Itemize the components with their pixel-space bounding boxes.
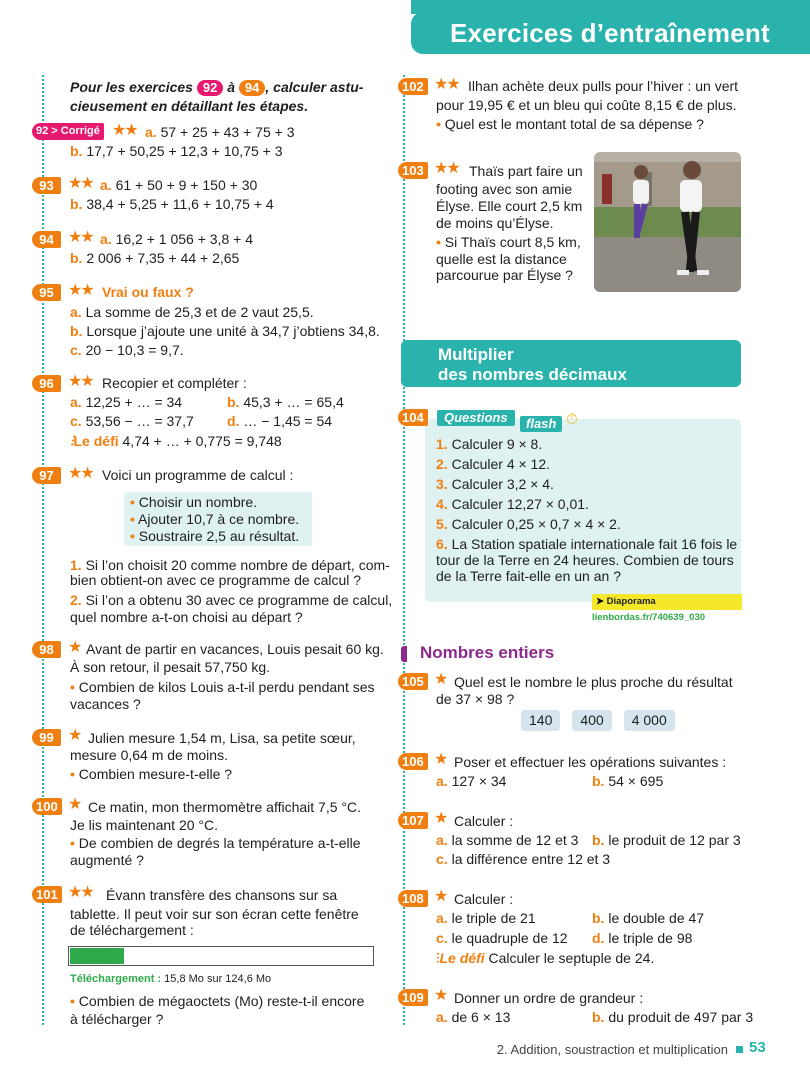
ex100-q: • De combien de degrés la température a-t-elle <box>70 835 361 851</box>
ex103-l3: Élyse. Elle court 2,5 km <box>436 198 583 214</box>
ex108-c: c. le quadruple de 12 <box>436 930 568 946</box>
ex109-l1: Donner un ordre de grandeur : <box>454 990 644 1006</box>
flash-tag: flash <box>520 416 562 432</box>
ex92-b: b. 17,7 + 50,25 + 12,3 + 10,75 + 3 <box>70 143 283 159</box>
exercise-number: 95 <box>32 284 61 301</box>
ex101-l1: Évann transfère des chansons sur sa <box>106 887 338 903</box>
option-box: 400 <box>572 710 611 731</box>
ex96-a: a. 12,25 + … = 34 <box>70 394 183 410</box>
flash-item: 5. Calculer 0,25 × 0,7 × 4 × 2. <box>436 516 621 532</box>
program-step: • Soustraire 2,5 au résultat. <box>130 528 300 544</box>
ex102-l1: Ilhan achète deux pulls pour l’hiver : un vert <box>468 78 739 94</box>
star-icon: ★★ <box>434 160 459 177</box>
exercise-number: 104 <box>398 409 428 426</box>
ex97-q2: 2. Si l’on a obtenu 30 avec ce programme de calcul, <box>70 592 393 608</box>
ex95-a: a. La somme de 25,3 et de 2 vaut 25,5. <box>70 304 314 320</box>
ex108-d: d. le triple de 98 <box>592 930 693 946</box>
ex108-b: b. le double de 47 <box>592 910 705 926</box>
exercise-number: 107 <box>398 812 428 829</box>
star-icon: ★ <box>434 987 447 1004</box>
ex101-q2: à télécharger ? <box>70 1011 164 1027</box>
ex108-a: a. le triple de 21 <box>436 910 536 926</box>
ex96-c: c. 53,56 − … = 37,7 <box>70 413 194 429</box>
ex107-b: b. le produit de 12 par 3 <box>592 832 741 848</box>
download-progress-bar <box>68 946 374 966</box>
download-progress-fill <box>70 948 124 964</box>
star-icon: ★★ <box>112 122 137 139</box>
exercise-number: 96 <box>32 375 61 392</box>
ex101-q: • Combien de mégaoctets (Mo) reste-t-il encore <box>70 993 365 1009</box>
flash-item: 3. Calculer 3,2 × 4. <box>436 476 554 492</box>
runners-photo <box>594 152 741 292</box>
star-icon: ★ <box>68 639 81 656</box>
ex98-l2: À son retour, il pesait 57,750 kg. <box>70 659 271 675</box>
star-icon: ★★ <box>68 465 93 482</box>
exercise-number: 94 <box>32 231 61 248</box>
exercise-number: 101 <box>32 886 62 903</box>
ex98-l1: Avant de partir en vacances, Louis pesait 60 kg. <box>86 641 384 657</box>
ex105-l1: Quel est le nombre le plus proche du résultat <box>454 674 733 690</box>
diaporama-link[interactable]: ➤ Diaporama lienbordas.fr/740639_030 <box>592 594 742 610</box>
exercise-number: 98 <box>32 641 61 658</box>
ex103-l4: de moins qu’Élyse. <box>436 215 554 231</box>
left-column-rule <box>42 75 44 1025</box>
questions-tag: Questions <box>437 410 515 426</box>
right-column-rule <box>403 75 405 1025</box>
star-icon: ★ <box>434 810 447 827</box>
ex95-b: b. Lorsque j’ajoute une unité à 34,7 j’obtiens 34,8. <box>70 323 380 339</box>
flash-item-cont: tour de la Terre en 24 heures. Combien de tours <box>436 552 734 568</box>
ex96-title: Recopier et compléter : <box>102 375 247 391</box>
exercise-number: 108 <box>398 890 428 907</box>
star-icon: ★★ <box>68 282 93 299</box>
ex106-a: a. 127 × 34 <box>436 773 507 789</box>
ex97-q2b: quel nombre a-t-on choisi au départ ? <box>70 609 303 625</box>
ex96-d: d. … − 1,45 = 54 <box>227 413 333 429</box>
ex109-a: a. de 6 × 13 <box>436 1009 511 1025</box>
ex95-c: c. 20 − 10,3 = 9,7. <box>70 342 184 358</box>
flash-item: 2. Calculer 4 × 12. <box>436 456 551 472</box>
ex99-l1: Julien mesure 1,54 m, Lisa, sa petite sœur, <box>88 730 356 746</box>
star-icon: ★★ <box>68 373 93 390</box>
exercise-number: 99 <box>32 729 61 746</box>
flash-item-cont: de la Terre fait-elle en un an ? <box>436 568 621 584</box>
flash-item: 1. Calculer 9 × 8. <box>436 436 543 452</box>
section-title-line2: des nombres décimaux <box>438 365 627 384</box>
section-title-line1: Multiplier <box>438 345 514 364</box>
ex103-q3: parcourue par Élyse ? <box>436 267 573 283</box>
ex108-l1: Calculer : <box>454 891 514 907</box>
program-step: • Choisir un nombre. <box>130 494 258 510</box>
ex103-q2: quelle est la distance <box>436 251 567 267</box>
ex95-title: Vrai ou faux ? <box>102 284 194 300</box>
ex93-b: b. 38,4 + 5,25 + 11,6 + 10,75 + 4 <box>70 196 274 212</box>
star-icon: ★ <box>434 671 447 688</box>
exercise-number: 105 <box>398 673 428 690</box>
ex106-b: b. 54 × 695 <box>592 773 664 789</box>
star-icon: ★★ <box>68 884 93 901</box>
flash-item: 6. La Station spatiale internationale fait 16 fois le <box>436 536 738 552</box>
option-box: 4 000 <box>624 710 675 731</box>
star-icon: ★ <box>68 727 81 744</box>
ex101-l3: de téléchargement : <box>70 922 194 938</box>
ex103-l2: footing avec son amie <box>436 181 573 197</box>
star-icon: ★★ <box>68 229 93 246</box>
subsection-marker <box>401 646 407 662</box>
exercise-number: 93 <box>32 177 61 194</box>
exercise-number: 100 <box>32 798 62 815</box>
ex108-defi: ⫶Le défi Calculer le septuple de 24. <box>436 950 655 966</box>
page-number: 53 <box>749 1039 766 1056</box>
ex98-q2: vacances ? <box>70 696 141 712</box>
ex100-l2: Je lis maintenant 20 °C. <box>70 817 219 833</box>
star-icon: ★ <box>434 888 447 905</box>
ex94-b: b. 2 006 + 7,35 + 44 + 2,65 <box>70 250 240 266</box>
ex107-l1: Calculer : <box>454 813 514 829</box>
ex101-l2: tablette. Il peut voir sur son écran cette fenêtre <box>70 906 359 922</box>
ex92-a: a. 57 + 25 + 43 + 75 + 3 <box>145 124 295 140</box>
subsection-title: Nombres entiers <box>420 643 555 662</box>
exercise-number: 102 <box>398 78 428 95</box>
ex97-q1b: bien obtient-on avec ce programme de calcul ? <box>70 572 362 588</box>
ex103-q1: • Si Thaïs court 8,5 km, <box>436 234 581 250</box>
footer-marker <box>736 1046 743 1053</box>
ex100-q2: augmenté ? <box>70 852 144 868</box>
ex96-b: b. 45,3 + … = 65,4 <box>227 394 344 410</box>
intro-line2: cieusement en détaillant les étapes. <box>70 98 309 114</box>
intro-line1: Pour les exercices 92 à 94 , calculer astu- <box>70 79 364 95</box>
stopwatch-icon: ⏱ <box>566 411 578 428</box>
ex99-q: • Combien mesure-t-elle ? <box>70 766 233 782</box>
star-icon: ★★ <box>434 76 459 93</box>
ex109-b: b. du produit de 497 par 3 <box>592 1009 754 1025</box>
ex96-defi: ⫶Le défi 4,74 + … + 0,775 = 9,748 <box>70 433 282 449</box>
page-title: Exercices d’entraînement <box>450 18 770 48</box>
ex98-q: • Combien de kilos Louis a-t-il perdu pendant ses <box>70 679 375 695</box>
ex107-c: c. la différence entre 12 et 3 <box>436 851 611 867</box>
ex102-q: • Quel est le montant total de sa dépense ? <box>436 116 704 132</box>
ex105-l2: de 37 × 98 ? <box>436 691 515 707</box>
ex97-q1: 1. Si l’on choisit 20 comme nombre de départ, com- <box>70 557 390 573</box>
download-status: Téléchargement : 15,8 Mo sur 124,6 Mo <box>70 973 272 985</box>
ex94-a: a. 16,2 + 1 056 + 3,8 + 4 <box>100 231 253 247</box>
ex100-l1: Ce matin, mon thermomètre affichait 7,5 °C. <box>88 799 362 815</box>
ex97-title: Voici un programme de calcul : <box>102 467 294 483</box>
ex105-options <box>521 710 687 731</box>
ex102-l2: pour 19,95 € et un bleu qui coûte 8,15 € de plus. <box>436 97 737 113</box>
flash-item: 4. Calculer 12,27 × 0,01. <box>436 496 589 512</box>
exercise-number: 109 <box>398 989 428 1006</box>
ex99-l2: mesure 0,64 m de moins. <box>70 747 228 763</box>
exercise-number: 103 <box>398 162 428 179</box>
exercise-number: 92 > Corrigé <box>32 123 104 140</box>
ex93-a: a. 61 + 50 + 9 + 150 + 30 <box>100 177 258 193</box>
option-box: 140 <box>521 710 560 731</box>
footer-chapter: 2. Addition, soustraction et multiplication <box>496 1042 728 1057</box>
program-step: • Ajouter 10,7 à ce nombre. <box>130 511 300 527</box>
exercise-number: 97 <box>32 467 61 484</box>
ex103-l1: Thaïs part faire un <box>469 163 583 179</box>
ex106-l1: Poser et effectuer les opérations suivantes : <box>454 754 727 770</box>
ex107-a: a. la somme de 12 et 3 <box>436 832 579 848</box>
star-icon: ★ <box>68 796 81 813</box>
star-icon: ★★ <box>68 175 93 192</box>
star-icon: ★ <box>434 751 447 768</box>
exercise-number: 106 <box>398 753 428 770</box>
